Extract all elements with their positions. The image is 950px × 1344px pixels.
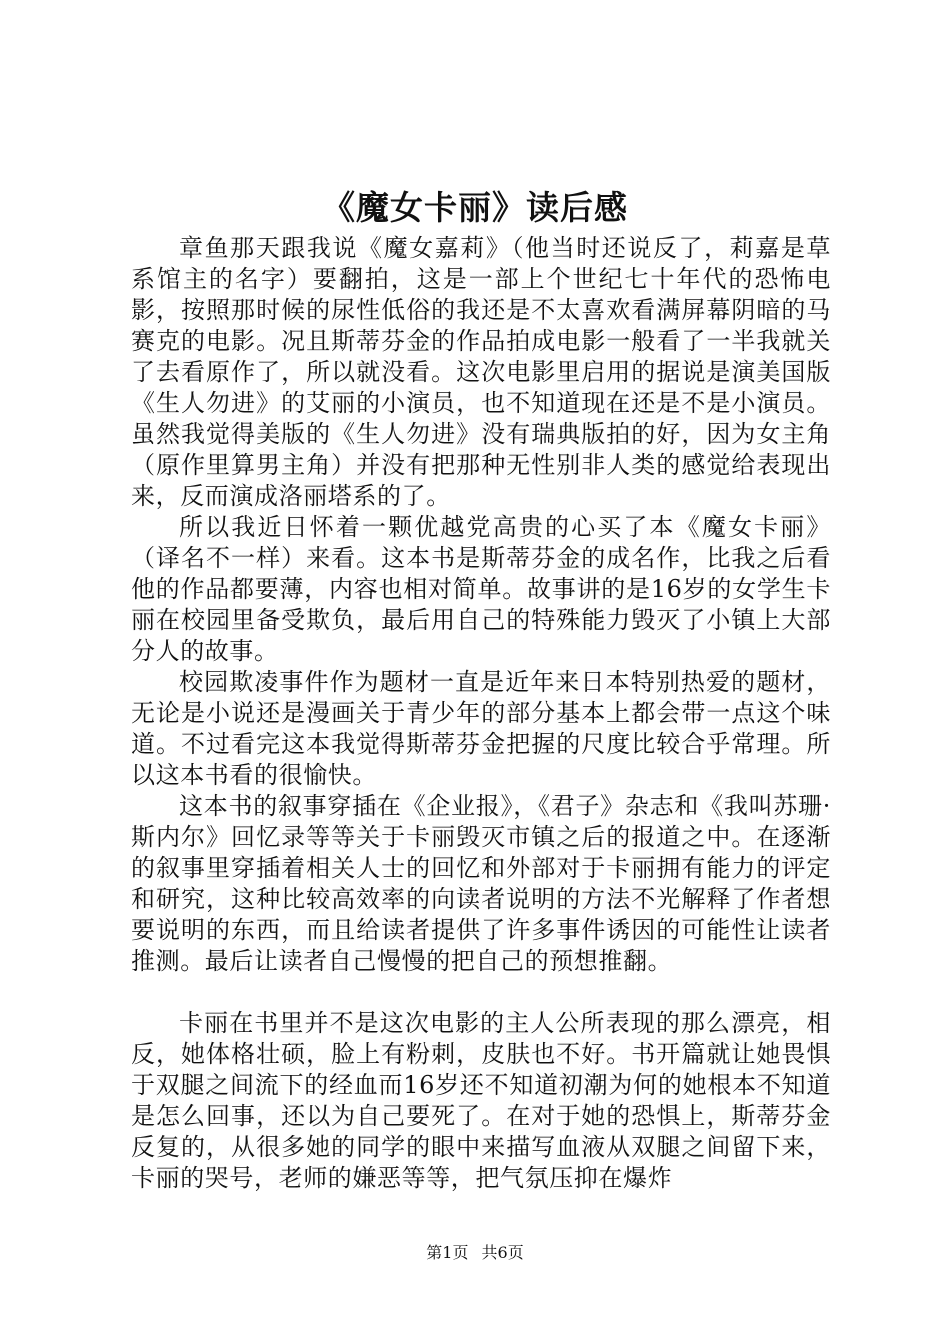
paragraph-3: 校园欺凌事件作为题材一直是近年来日本特别热爱的题材，无论是小说还是漫画关于青少年的部分基本上都会带一点这个味道。不过看完这本我觉得斯蒂芬金把握的尺度比较合乎常理。所以这本书看的很愉快。 — [131, 668, 831, 789]
paragraph-5: 卡丽在书里并不是这次电影的主人公所表现的那么漂亮，相反，她体格壮硕，脸上有粉刺，皮肤也不好。书开篇就让她畏惧于双腿之间流下的经血而16岁还不知道初潮为何的她根本不知道是怎么回事，还以为自己要死了。在对于她的恐惧上，斯蒂芬金反复的，从很多她的同学的眼中来描写血液从双腿之间留下来，卡丽的哭号，老师的嫌恶等等，把气氛压抑在爆炸 — [131, 1009, 831, 1192]
paragraph-2: 所以我近日怀着一颗优越党高贵的心买了本《魔女卡丽》（译名不一样）来看。这本书是斯蒂芬金的成名作，比我之后看他的作品都要薄，内容也相对简单。故事讲的是16岁的女学生卡丽在校园里备受欺负，最后用自己的特殊能力毁灭了小镇上大部分人的故事。 — [131, 513, 831, 665]
page-total: 共6页 — [481, 1243, 524, 1262]
page-footer — [0, 1242, 950, 1264]
page-number: 第1页 — [426, 1243, 469, 1262]
document-body — [131, 233, 831, 1194]
page-title: 《魔女卡丽》读后感 — [322, 188, 628, 227]
paragraph-4: 这本书的叙事穿插在《企业报》，《君子》杂志和《我叫苏珊·斯内尔》回忆录等等关于卡丽毁灭市镇之后的报道之中。在逐渐的叙事里穿插着相关人士的回忆和外部对于卡丽拥有能力的评定和研究，这种比较高效率的向读者说明的方法不光解释了作者想要说明的东西，而且给读者提供了许多事件诱因的可能性让读者推测。最后让读者自己慢慢的把自己的预想推翻。 — [131, 792, 831, 975]
paragraph-1: 章鱼那天跟我说《魔女嘉莉》（他当时还说反了，莉嘉是草系馆主的名字）要翻拍，这是一部上个世纪七十年代的恐怖电影，按照那时候的尿性低俗的我还是不太喜欢看满屏幕阴暗的马赛克的电影。况且斯蒂芬金的作品拍成电影一般看了一半我就关了去看原作了，所以就没看。这次电影里启用的据说是演美国版《生人勿进》的艾丽的小演员，也不知道现在还是不是小演员。虽然我觉得美版的《生人勿进》没有瑞典版拍的好，因为女主角（原作里算男主角）并没有把那种无性别非人类的感觉给表现出来，反而演成洛丽塔系的了。 — [131, 234, 831, 510]
